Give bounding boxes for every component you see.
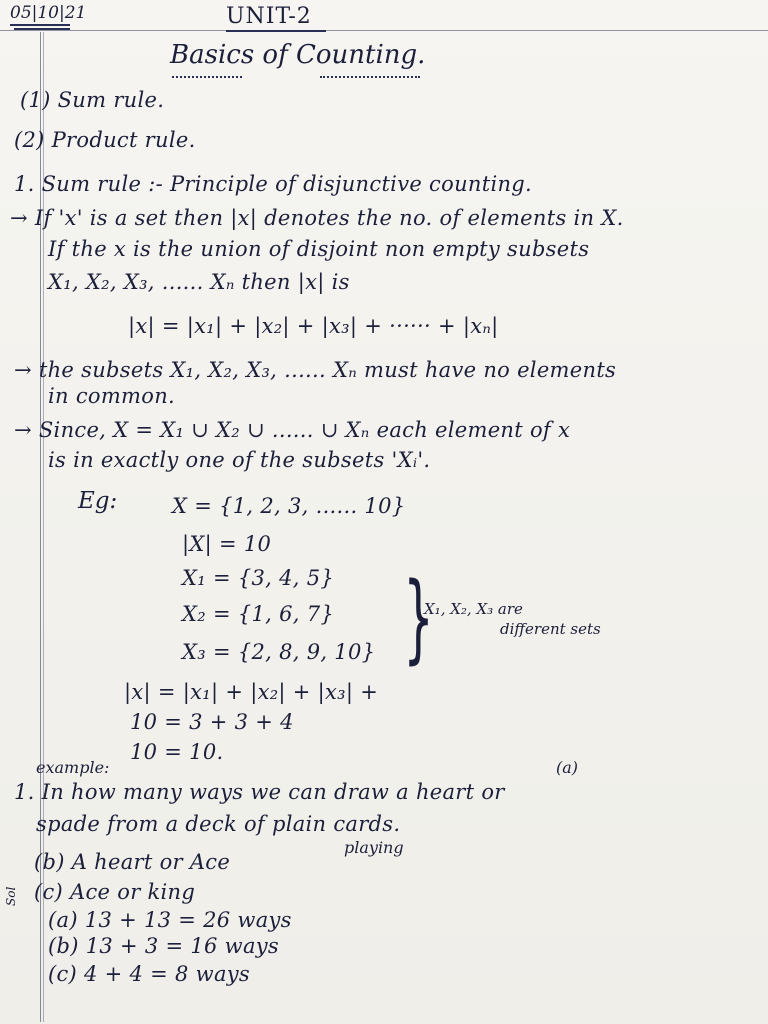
question-part-b: (b) A heart or Ace — [34, 850, 231, 874]
union-note-1: → Since, X = X₁ ∪ X₂ ∪ ...... ∪ Xₙ each element of x — [14, 418, 571, 442]
definition-line-1: → If 'x' is a set then |x| denotes the no. of elements in X. — [10, 206, 624, 230]
example-equation-3: 10 = 10. — [130, 740, 224, 764]
date: 05|10|21 — [10, 3, 87, 23]
example-heading: example: — [36, 758, 110, 777]
unit-underline — [226, 30, 326, 32]
answer-a: (a) 13 + 13 = 26 ways — [48, 908, 292, 932]
side-note-2: different sets — [500, 620, 601, 638]
example-equation-1: |x| = |x₁| + |x₂| + |x₃| + — [124, 680, 379, 704]
item-sum-rule: (1) Sum rule. — [20, 88, 165, 112]
disjoint-note-1: → the subsets X₁, X₂, X₃, ...... Xₙ must have no elements — [14, 358, 617, 382]
date-underline-second — [14, 28, 70, 30]
example-label: Eg: — [78, 488, 118, 514]
question-part-c: (c) Ace or king — [34, 880, 196, 904]
unit-heading: UNIT-2 — [226, 4, 312, 29]
example-cardinality: |X| = 10 — [182, 532, 272, 556]
sum-formula: |x| = |x₁| + |x₂| + |x₃| + ······ + |xₙ| — [128, 314, 499, 338]
union-note-2: is in exactly one of the subsets 'Xᵢ'. — [48, 448, 431, 472]
sum-rule-heading: 1. Sum rule :- Principle of disjunctive counting. — [14, 172, 533, 196]
definition-line-3: X₁, X₂, X₃, ...... Xₙ then |x| is — [48, 270, 350, 294]
example-set-x2: X₂ = {1, 6, 7} — [182, 602, 335, 626]
example-set-x: X = {1, 2, 3, ...... 10} — [172, 494, 406, 518]
side-note-1: X₁, X₂, X₃ are — [424, 600, 523, 618]
question-line-1: 1. In how many ways we can draw a heart or — [14, 780, 505, 804]
date-underline — [10, 24, 70, 26]
example-set-x1: X₁ = {3, 4, 5} — [182, 566, 335, 590]
answer-b: (b) 13 + 3 = 16 ways — [48, 934, 280, 958]
answer-c: (c) 4 + 4 = 8 ways — [48, 962, 251, 986]
option-a-mark: (a) — [556, 758, 579, 777]
title-underline-counting — [320, 74, 420, 78]
top-rule — [0, 30, 768, 31]
solution-label: Sol — [4, 886, 18, 906]
question-line-2: spade from a deck of plain cards. — [36, 812, 401, 836]
question-insert: playing — [344, 838, 404, 857]
brace: } — [403, 562, 434, 674]
definition-line-2: If the x is the union of disjoint non empty subsets — [48, 237, 590, 261]
page-title: Basics of Counting. — [170, 40, 426, 70]
example-equation-2: 10 = 3 + 3 + 4 — [130, 710, 294, 734]
disjoint-note-2: in common. — [48, 384, 175, 408]
example-set-x3: X₃ = {2, 8, 9, 10} — [182, 640, 376, 664]
title-underline-basics — [172, 74, 242, 78]
item-product-rule: (2) Product rule. — [14, 128, 196, 152]
